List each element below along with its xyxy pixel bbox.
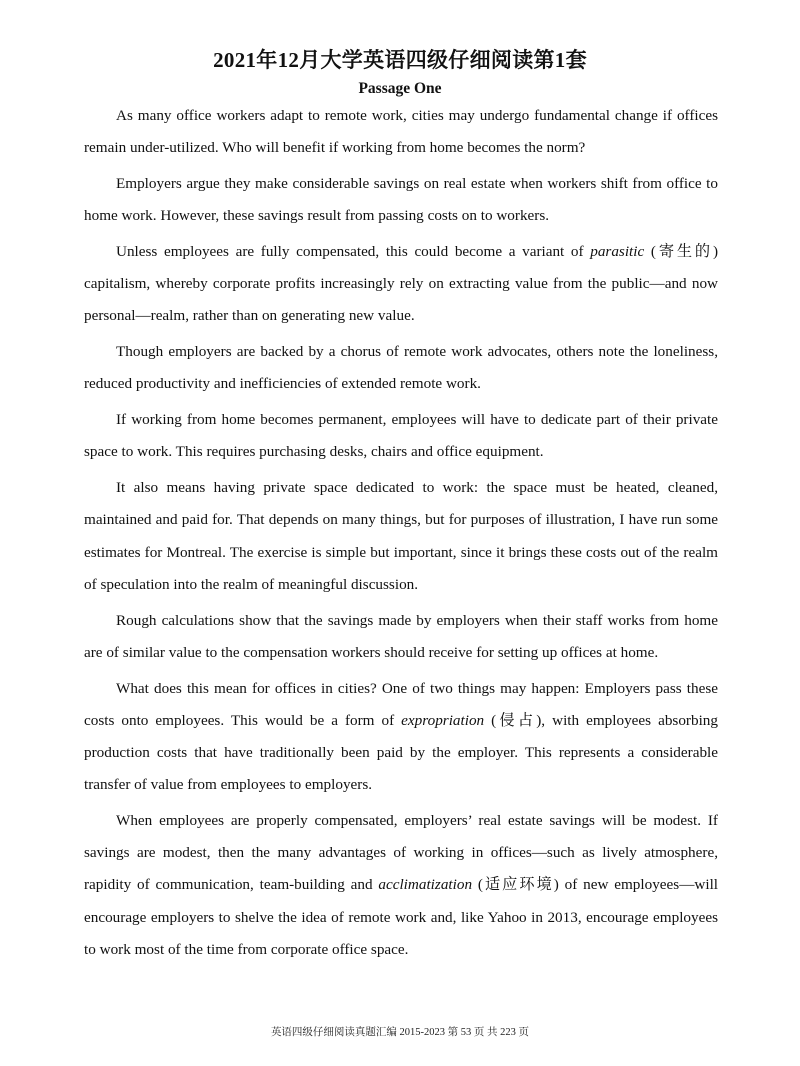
glossed-term: parasitic xyxy=(590,243,645,260)
paragraph-text: , with employees absorbing production costs that have traditionally been paid by the employer. This represents a considerable transfer of value from employees to employers. xyxy=(84,711,718,794)
paragraph-8 xyxy=(84,673,718,802)
paragraph-text: capitalism, whereby corporate profits increasingly rely on extracting value from the public—and now personal—realm, rather than on generating new value. xyxy=(84,275,718,325)
paragraph-text: of new employees—will encourage employers to shelve the idea of remote work and, like Yahoo in 2013, encourage employees to work most of the time from corporate office space. xyxy=(84,876,719,958)
paragraph-text: As many office workers adapt to remote work, cities may undergo fundamental change if offices remain under-utilized. Who will benefit if working from home becomes the norm? xyxy=(84,107,718,157)
paragraph-2 xyxy=(84,168,718,232)
passage-body xyxy=(84,100,718,970)
term-gloss: (寄生的) xyxy=(644,243,718,260)
glossed-term: expropriation xyxy=(401,711,485,729)
paragraph-text: It also means having private space dedicated to work: the space must be heated, cleaned, maintained and paid for. That depends on many things, but for purposes of illustration, I have run some estimates for Montreal. The exercise is simple but important, since it brings these costs out of the realm of speculation into the realm of meaningful discussion. xyxy=(84,479,718,593)
paragraph-text: Employers argue they make considerable savings on real estate when workers shift from office to home work. However, these savings result from passing costs on to workers. xyxy=(84,175,718,225)
paragraph-4 xyxy=(84,336,718,400)
paragraph-9 xyxy=(84,805,718,966)
paragraph-text: What does this mean for offices in cities? One of two things may happen: Employers pass these costs onto employees. This would be a form of xyxy=(84,679,718,729)
paragraph-1 xyxy=(84,100,718,164)
glossed-term: acclimatization xyxy=(378,876,473,894)
paragraph-5 xyxy=(84,404,718,468)
paragraph-7 xyxy=(84,605,718,669)
term-gloss: (适应环境) xyxy=(472,876,559,894)
paragraph-text: When employees are properly compensated, employers’ real estate savings will be modest. If savings are modest, then the many advantages of working in offices—such as lively atmosphere, rapidity of communication, team-building and xyxy=(84,812,718,894)
term-gloss: (侵占) xyxy=(484,711,542,729)
paragraph-6 xyxy=(84,472,718,601)
page-footer: 英语四级仔细阅读真题汇编 2015-2023 第 53 页 共 223 页 xyxy=(270,1027,530,1038)
page-title: 2021年12月大学英语四级仔细阅读第1套 xyxy=(213,48,587,72)
paragraph-3 xyxy=(84,236,718,333)
paragraph-text: If working from home becomes permanent, employees will have to dedicate part of their private space to work. This requires purchasing desks, chairs and office equipment. xyxy=(84,411,718,461)
passage-heading: Passage One xyxy=(358,80,442,97)
paragraph-text: Though employers are backed by a chorus of remote work advocates, others note the loneliness, reduced productivity and inefficiencies of extended remote work. xyxy=(84,343,718,393)
paragraph-text: Unless employees are fully compensated, this could become a variant of xyxy=(116,243,591,260)
paragraph-text: Rough calculations show that the savings made by employers when their staff works from home are of similar value to the compensation workers should receive for setting up offices at home. xyxy=(84,611,718,661)
